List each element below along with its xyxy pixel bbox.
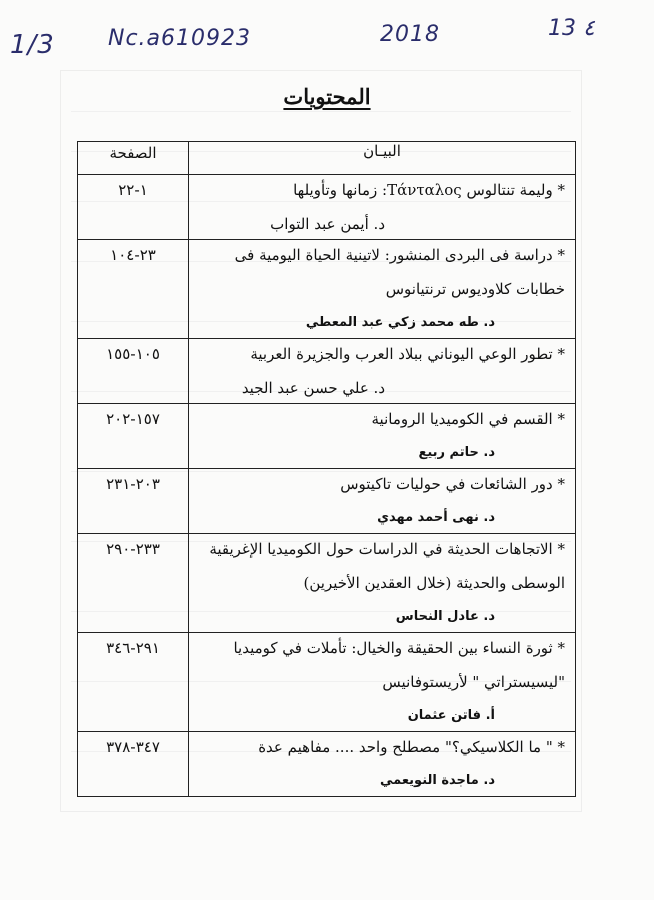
entry-page-range: ١-٢٢ [78,175,189,240]
entry-title-continued: الوسطى والحديثة (خلال العقدين الأخيرين) [303,574,565,592]
entry-page-range: ٢٩١-٣٤٦ [78,633,189,732]
entry-page-range: ٢٣-١٠٤ [78,240,189,339]
description-header: البيـان [189,142,576,175]
entry-description-cell [189,732,576,797]
table-row [78,534,576,633]
table-row [78,633,576,732]
table-row [78,175,576,240]
handwritten-code: Nc.a610923 [108,26,252,51]
table-row [78,339,576,404]
entry-title: * القسم في الكوميديا الرومانية [371,410,565,428]
entry-author: د. طه محمد زكي عبد المعطي [305,315,495,330]
entry-title-continued: "ليسيستراتي " لأريستوفانيس [382,673,565,691]
entry-author: د. أيمن عبد التواب [270,215,385,233]
entry-page-range: ٢٣٣-٢٩٠ [78,534,189,633]
entry-description-cell [189,339,576,404]
entry-author: أ. فاتن عثمان [407,708,495,723]
entry-page-range: ٣٤٧-٣٧٨ [78,732,189,797]
handwritten-fraction: 1/3 [10,30,55,60]
entry-title: * دراسة فى البردى المنشور: لاتينية الحياة اليومية فى [234,246,565,264]
handwritten-year: 2018 [380,22,440,47]
entry-title: * وليمة تنتالوس Τάνταλος: زمانها وتأويلها [293,181,565,199]
handwritten-number: 13 ٤ [548,16,595,41]
table-row [78,404,576,469]
table-row [78,240,576,339]
entry-title: * " ما الكلاسيكي؟" مصطلح واحد .... مفاهيم عدة [258,738,565,756]
entry-title: * ثورة النساء بين الحقيقة والخيال: تأملات في كوميديا [233,639,565,657]
entry-author: د. ماجدة النويعمي [379,773,495,788]
entry-author: د. نهى أحمد مهدي [377,510,495,525]
entry-description-cell [189,534,576,633]
entry-title: * تطور الوعي اليوناني ببلاد العرب والجزيرة العربية [250,345,565,363]
entry-title: * الاتجاهات الحديثة في الدراسات حول الكوميديا الإغريقية [209,540,565,558]
entry-description-cell [189,175,576,240]
entry-page-range: ١٥٧-٢٠٢ [78,404,189,469]
entry-description-cell [189,633,576,732]
entry-page-range: ١٠٥-١٥٥ [78,339,189,404]
entry-title: * دور الشائعات في حوليات تاكيتوس [340,475,565,493]
page-title: المحتويات [283,84,371,109]
page-header: الصفحة [78,142,189,175]
entry-description-cell [189,404,576,469]
entry-description-cell [189,469,576,534]
entry-author: د. عادل النحاس [395,609,495,624]
entry-title-continued: خطابات كلاوديوس ترنتيانوس [385,280,565,298]
entry-page-range: ٢٠٣-٢٣١ [78,469,189,534]
entry-author: د. حاتم ربيع [418,445,495,460]
table-row [78,469,576,534]
entry-description-cell [189,240,576,339]
table-row [78,732,576,797]
entry-author: د. علي حسن عبد الجيد [241,379,385,397]
contents-table [77,141,576,797]
header-row [78,142,576,175]
